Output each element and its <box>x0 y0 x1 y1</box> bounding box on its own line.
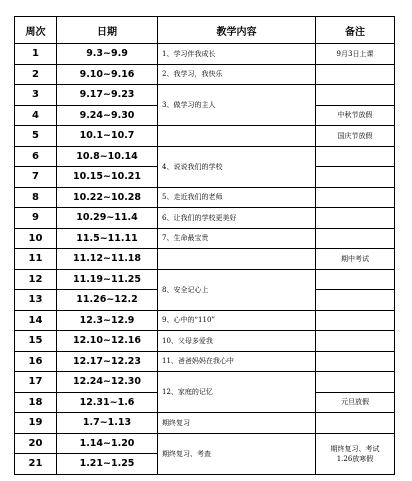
note-cell: 元旦放假 <box>316 392 395 413</box>
header-week: 周次 <box>15 17 57 44</box>
date-cell: 1.7~1.13 <box>57 413 158 434</box>
note-cell <box>316 351 395 372</box>
date-cell: 10.29~11.4 <box>57 208 158 229</box>
content-cell: 12、家庭的记忆 <box>158 372 316 413</box>
table-row <box>15 331 395 352</box>
content-cell: 3、做学习的主人 <box>158 85 316 126</box>
table-row <box>15 187 395 208</box>
content-cell: 期终复习 <box>158 413 316 434</box>
note-cell <box>316 331 395 352</box>
week-cell: 4 <box>15 105 57 126</box>
week-cell: 6 <box>15 146 57 167</box>
table-row <box>15 85 395 106</box>
content-cell: 6、让我们的学校更美好 <box>158 208 316 229</box>
date-cell: 12.24~12.30 <box>57 372 158 393</box>
content-cell: 8、安全记心上 <box>158 269 316 310</box>
week-cell: 5 <box>15 126 57 147</box>
date-cell: 12.31~1.6 <box>57 392 158 413</box>
table-row <box>15 228 395 249</box>
date-cell: 9.24~9.30 <box>57 105 158 126</box>
note-cell <box>316 167 395 188</box>
content-cell: 期终复习、考查 <box>158 433 316 474</box>
table-row <box>15 64 395 85</box>
note-cell: 期中考试 <box>316 249 395 270</box>
table-row <box>15 269 395 290</box>
note-cell <box>316 269 395 290</box>
table-row <box>15 433 395 454</box>
date-cell: 10.22~10.28 <box>57 187 158 208</box>
content-cell: 10、父母多爱我 <box>158 331 316 352</box>
week-cell: 1 <box>15 44 57 65</box>
note-cell <box>316 290 395 311</box>
table-row <box>15 310 395 331</box>
header-notes: 备注 <box>316 17 395 44</box>
date-cell: 11.19~11.25 <box>57 269 158 290</box>
header-content: 教学内容 <box>158 17 316 44</box>
content-cell: 11、爸爸妈妈在我心中 <box>158 351 316 372</box>
date-cell: 11.26~12.2 <box>57 290 158 311</box>
week-cell: 15 <box>15 331 57 352</box>
table-row <box>15 413 395 434</box>
note-cell <box>316 187 395 208</box>
date-cell: 12.17~12.23 <box>57 351 158 372</box>
date-cell: 12.3~12.9 <box>57 310 158 331</box>
week-cell: 20 <box>15 433 57 454</box>
table-row <box>15 126 395 147</box>
week-cell: 8 <box>15 187 57 208</box>
note-line: 期终复习、考试 <box>330 444 380 453</box>
week-cell: 13 <box>15 290 57 311</box>
date-cell: 10.15~10.21 <box>57 167 158 188</box>
content-cell <box>158 249 316 270</box>
week-cell: 14 <box>15 310 57 331</box>
header-row <box>15 17 395 44</box>
table-row <box>15 208 395 229</box>
note-cell <box>316 372 395 393</box>
content-cell: 7、生命最宝贵 <box>158 228 316 249</box>
week-cell: 9 <box>15 208 57 229</box>
content-cell <box>158 126 316 147</box>
week-cell: 16 <box>15 351 57 372</box>
content-cell: 2、我学习，我快乐 <box>158 64 316 85</box>
note-cell <box>316 208 395 229</box>
date-cell: 10.1~10.7 <box>57 126 158 147</box>
table-row <box>15 372 395 393</box>
week-cell: 3 <box>15 85 57 106</box>
note-cell: 中秋节放假 <box>316 105 395 126</box>
date-cell: 12.10~12.16 <box>57 331 158 352</box>
note-line: 1.26放寒假 <box>336 454 374 463</box>
week-cell: 21 <box>15 454 57 475</box>
date-cell: 1.14~1.20 <box>57 433 158 454</box>
date-cell: 9.10~9.16 <box>57 64 158 85</box>
week-cell: 17 <box>15 372 57 393</box>
date-cell: 11.12~11.18 <box>57 249 158 270</box>
week-cell: 2 <box>15 64 57 85</box>
note-cell <box>316 85 395 106</box>
week-cell: 18 <box>15 392 57 413</box>
week-cell: 19 <box>15 413 57 434</box>
table-row <box>15 351 395 372</box>
note-cell: 9月3日上课 <box>316 44 395 65</box>
date-cell: 1.21~1.25 <box>57 454 158 475</box>
note-cell <box>316 433 395 474</box>
note-cell <box>316 64 395 85</box>
schedule-table <box>14 16 395 475</box>
note-cell: 国庆节放假 <box>316 126 395 147</box>
date-cell: 11.5~11.11 <box>57 228 158 249</box>
content-cell: 4、说说我们的学校 <box>158 146 316 187</box>
table-row <box>15 249 395 270</box>
date-cell: 9.17~9.23 <box>57 85 158 106</box>
week-cell: 7 <box>15 167 57 188</box>
table-row <box>15 44 395 65</box>
week-cell: 10 <box>15 228 57 249</box>
table-row <box>15 146 395 167</box>
content-cell: 1、学习伴我成长 <box>158 44 316 65</box>
header-date: 日期 <box>57 17 158 44</box>
week-cell: 11 <box>15 249 57 270</box>
note-cell <box>316 310 395 331</box>
date-cell: 10.8~10.14 <box>57 146 158 167</box>
date-cell: 9.3~9.9 <box>57 44 158 65</box>
note-cell <box>316 146 395 167</box>
week-cell: 12 <box>15 269 57 290</box>
note-cell <box>316 413 395 434</box>
note-cell <box>316 228 395 249</box>
content-cell: 9、心中的“110” <box>158 310 316 331</box>
content-cell: 5、走近我们的老师 <box>158 187 316 208</box>
